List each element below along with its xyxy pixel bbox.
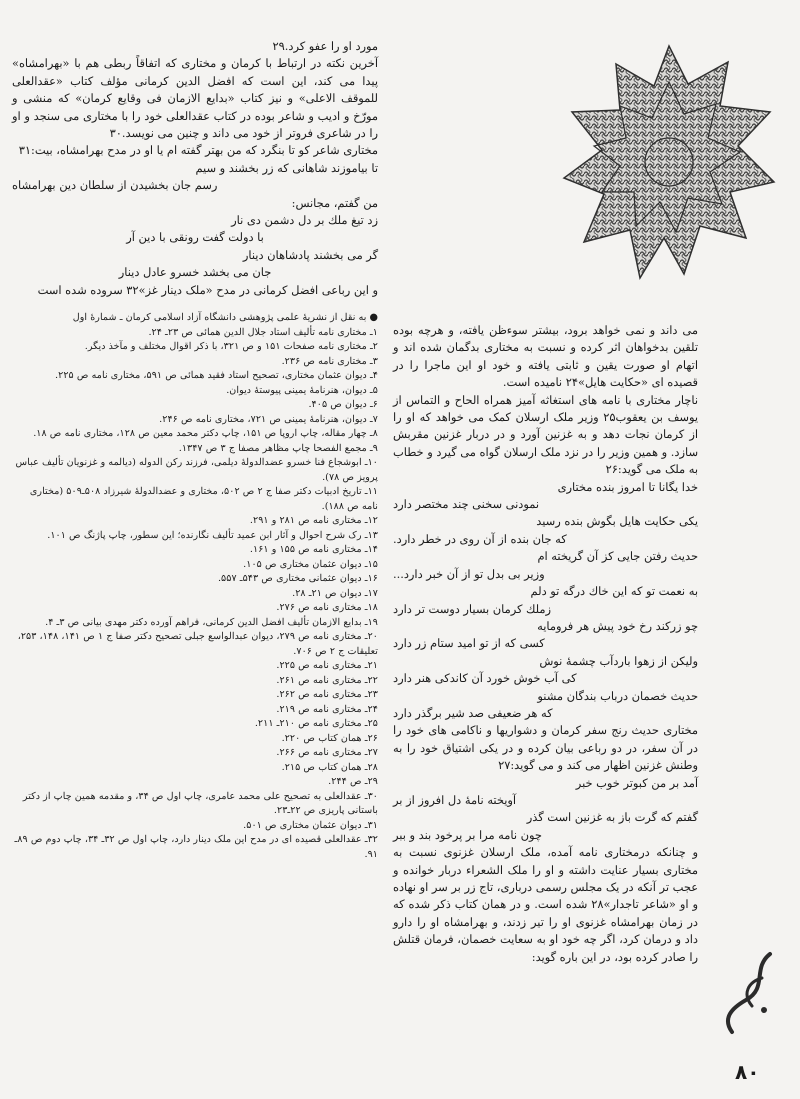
verse-line: وزیر بی بدل تو از آن خبر دارد... — [393, 566, 545, 581]
verse-line: نمودنی سخنی چند مختصر دارد — [393, 497, 540, 512]
footnote: ۱۱ـ تاریخ ادبیات دکتر صفا ج ۲ ص ۵۰۲، مختاری و عضدالدولهٔ شیرزاد ۵۰۸ـ۵۰۹ (مختاری نامه ص ۱۸۸). — [29, 486, 378, 512]
verse-line: حدیث خصمان درباب بندگان مشنو — [537, 688, 698, 703]
footnote: ۱۲ـ مختاری نامه ص ۲۸۱ و ۲۹۱. — [249, 515, 378, 527]
verse-line: جان می بخشد خسرو عادل دینار — [118, 265, 272, 280]
footnote: ۳۲ـ عقدالعلی قصیده ای در مدح این ملک دینار دارد، چاپ اول ص ۳۲ـ ۳۴، چاپ دوم ص ۸۹ـ ۹۱. — [14, 834, 378, 860]
paragraph: می داند و نمی خواهد برود، بیشتر سوءظن یافته، و هرچه بوده تلقین بدخواهان اثر کرده و نسبت به مختاری بدگمان شده اند و اتهام او صورت یقین و ثابتی یافته و خود او این ماجرا را در قصیده ای «حکایت هایل»۲۴ نامیده است. — [393, 323, 698, 390]
footnote: ۱۴ـ مختاری نامه ص ۱۵۵ و ۱۶۱. — [249, 544, 378, 556]
footnote: ۱ـ مختاری نامه تألیف استاد جلال الدین همائی ص ۲۳ـ ۲۴. — [148, 326, 378, 338]
footnotes — [12, 311, 378, 862]
footnote: ۳۱ـ دیوان عثمان مختاری ص ۵۰۱. — [243, 819, 378, 831]
footnote: ۱۷ـ دیوان ص ۲۱ـ ۲۸. — [292, 587, 378, 599]
footnote: ۲۴ـ مختاری نامه ص ۲۱۹. — [276, 703, 378, 715]
footnote: ۵ـ دیوان، هنرنامهٔ یمینی پیوستهٔ دیوان. — [226, 384, 378, 396]
footnote: ۱۶ـ دیوان عثمانی مختاری ص ۵۴۳ـ ۵۵۷. — [217, 573, 378, 585]
kerman-logo-icon — [712, 948, 782, 1038]
footnote: ۳ـ مختاری نامه ص ۲۳۶. — [281, 355, 378, 367]
paragraph: و این رباعی افضل کرمانی در مدح «ملک دینار غز»۳۲ سروده شده است — [37, 282, 378, 297]
right-column — [393, 322, 698, 966]
footnote: ۲۲ـ مختاری نامه ص ۲۶۱. — [276, 674, 378, 686]
footnote: ۹ـ مجمع الفصحا چاپ مظاهر مصفا ج ۳ ص ۱۳۴۷. — [178, 442, 378, 454]
verse-line: چو زرکند رخ خود پیش هر فرومایه — [537, 618, 698, 633]
margin-band — [708, 330, 772, 1030]
paragraph: ناچار مختاری با نامه های استغاثه آمیز همراه الحاح و التماس از یوسف بن یعقوب۲۵ وزیر ملک ارسلان کمک می خواهد که او را از کرمان نجات دهد و به غزنین آورد و در دربار غزنین مقربش سازد. و همین وزیر را در نزد ملک ارسلان گواه می گیرد و خطاب به ملک می گوید:۲۶ — [393, 392, 698, 477]
footnote: ۱۵ـ دیوان عثمان مختاری ص ۱۰۵. — [243, 558, 378, 570]
footnote: ● به نقل از نشریهٔ علمی پژوهشی دانشگاه آزاد اسلامی کرمان ـ شمارهٔ اول — [72, 312, 378, 324]
verse-line: به نعمت تو که این خاك درگه تو دلم — [530, 584, 698, 599]
verse-line: ولیکن از زهوا باردآب چشمهٔ نوش — [539, 653, 698, 668]
verse-line: خدا یگانا تا امروز بنده مختاری — [557, 479, 698, 494]
verse-line: گر می بخشند پادشاهان دینار — [242, 247, 378, 262]
verse-block — [12, 212, 378, 282]
verse-line: زد تیغ ملك بر دل دشمن دی نار — [231, 213, 378, 228]
footnote: ۱۰ـ ابوشجاع فنا خسرو عضدالدولهٔ دیلمی، فرزند رکن الدوله (دیالمه و غزنویان تألیف عباس پرویز ص ۷۸). — [15, 457, 378, 483]
paragraph: و چنانکه درمختاری نامه آمده، ملک ارسلان غزنوی نسبت به مختاری بسیار عنایت داشته و او را ملک الشعراء دربار خوانده و عجب تر آنکه در یک مجلس رسمی درباری، تاج زر بر سر او نهاده و او «شاعر تاجدار»۲۸ شده است. و در همان کتاب ذکر شده که در زمان بهرامشاه غزنوی او را تیر زدند، و بهرامشاه او را دارو داد و درمان کرد، اگر چه خود او به سعایت خصمان، فرمان قتلش را صادر کرده بود، در این باره گوید: — [393, 845, 699, 964]
footnote: ۲۶ـ همان کتاب ص ۲۲۰. — [281, 732, 378, 744]
footnote: ۲۷ـ مختاری نامه ص ۲۶۶. — [276, 747, 378, 759]
paragraph: مختاری شاعر کو تا بنگرد که من بهتر گفته ام یا او در مدح بهرامشاه، بیت:۳۱ — [18, 143, 378, 158]
footnote: ۲۳ـ مختاری نامه ص ۲۶۲. — [276, 689, 378, 701]
footnote: ۱۹ـ بدایع الازمان تألیف افضل الدین کرمانی، فراهم آورده دکتر مهدی بیانی ص ۳ـ ۴. — [45, 616, 378, 628]
footnote: ۲۸ـ همان کتاب ص ۲۱۵. — [281, 761, 378, 773]
paragraph: من گفتم، مجانس: — [291, 195, 378, 210]
verse-line: یکی حکایت هایل بگوش بنده رسید — [536, 514, 698, 529]
verse-block — [393, 775, 698, 845]
verse-line: چون نامه مرا بر پرخود بند و ببر — [393, 827, 542, 842]
footnote: ۲ـ مختاری نامه صفحات ۱۵۱ و ص ۳۲۱، با ذکر اقوال مختلف و مآخذ دیگر. — [84, 341, 378, 353]
verse-line: آویخته نامهٔ دل افروز از بر — [393, 792, 517, 807]
paragraph: مختاری حدیث رنج سفر کرمان و دشواریها و ناکامی های خود را در آن سفر، در دو رباعی بیان کرده و در یکی اشتیاق خود را به وطنش غزنین اظهار می کند و می گوید:۲۷ — [393, 723, 698, 773]
footnote: ۱۳ـ رک شرح احوال و آثار ابن عمید تألیف نگارنده؛ این سطور، چاپ پاژنگ ص ۱۰۱. — [47, 529, 378, 541]
footnote: ۸ـ چهار مقاله، چاپ اروپا ص ۱۵۱، چاپ دکتر محمد معین ص ۱۲۸، مختاری نامه ص ۱۸. — [33, 428, 378, 440]
footnote: ۲۹ـ ص ۲۴۴. — [328, 776, 378, 788]
verse-line: زملك کرمان بسیار دوست تر دارد — [393, 601, 552, 616]
footnote: ۶ـ دیوان ص ۴۰۵. — [308, 399, 378, 411]
paragraph: آخرین نکته در ارتباط با کرمان و مختاری که اتفاقاً ربطی هم با «بهرامشاه» پیدا می کند، این است که افضل الدین کرمانی مؤلف کتاب «عقدالعلی للموقف الاعلی» و نیز کتاب «بدایع الازمان فی وقایع کرمان» که منشی و مورّخ و ادیب و شاعر بوده در کتاب عقدالعلی خود را با مختاری می سنجد و او را در شاعری فروتر از خود می داند و چنین می نویسد.۳۰ — [12, 56, 378, 141]
footnote: ۱۸ـ مختاری نامه ص ۲۷۶. — [276, 602, 378, 614]
footnote: ۳۰ـ عقدالعلی به تصحیح علی محمد عامری، چاپ اول ص ۳۴، و مقدمه همین چاپ از دکتر باستانی پاریزی ص ۲۲ـ۲۳. — [22, 790, 378, 817]
verse-line: کی آب خوش خورد آن کاندکی هنر دارد — [393, 671, 577, 686]
verse-line: با دولت گفت رونقی با دین آر — [126, 230, 264, 245]
verse-line: رسم جان بخشیدن از سلطان دین بهرامشاه — [12, 178, 218, 193]
verse-block — [12, 160, 378, 195]
verse-line: که جان بنده از آن روی در خطر دارد. — [393, 531, 567, 546]
footnote: ۴ـ دیوان عثمان مختاری، تصحیح استاد فقید همائی ص ۵۹۱، مختاری نامه ص ۲۲۵. — [55, 370, 378, 382]
verse-line: حدیث رفتن جایی کز آن گریخته ام — [537, 549, 698, 564]
verse-line: آمد بر من کبوتر خوب خبر — [575, 775, 698, 790]
verse-line: تا بیاموزند شاهانی که زر بخشند و سیم — [195, 160, 378, 175]
star-ornament-icon — [560, 42, 778, 318]
footnote: ۷ـ دیوان، هنرنامهٔ یمینی ص ۷۲۱، مختاری نامه ص ۲۴۶. — [159, 413, 378, 425]
footnote: ۲۵ـ مختاری نامه ص ۲۱۰ـ ۲۱۱. — [254, 718, 378, 730]
verse-line: گفتم که گرت باز به غزنین است گذر — [526, 810, 698, 825]
footnote: ۲۱ـ مختاری نامه ص ۲۲۵. — [276, 660, 378, 672]
left-column — [12, 38, 378, 862]
page-number: ۸۰ — [735, 1060, 760, 1084]
verse-block — [393, 479, 698, 723]
paragraph: مورد او را عفو کرد.۲۹ — [272, 39, 378, 53]
footnote: ۲۰ـ مختاری نامه ص ۲۷۹، دیوان عبدالواسع جبلی تصحیح دکتر صفا ج ۱ ص ۱۴۱، ۱۴۸، ۲۵۳، تعلیقات ج ۲ ص ۷۰۶. — [17, 631, 378, 657]
verse-line: کسی که از تو امید ستام زر دارد — [393, 636, 545, 651]
verse-line: که هر ضعیفی صد شیر برگذر دارد — [393, 705, 553, 720]
